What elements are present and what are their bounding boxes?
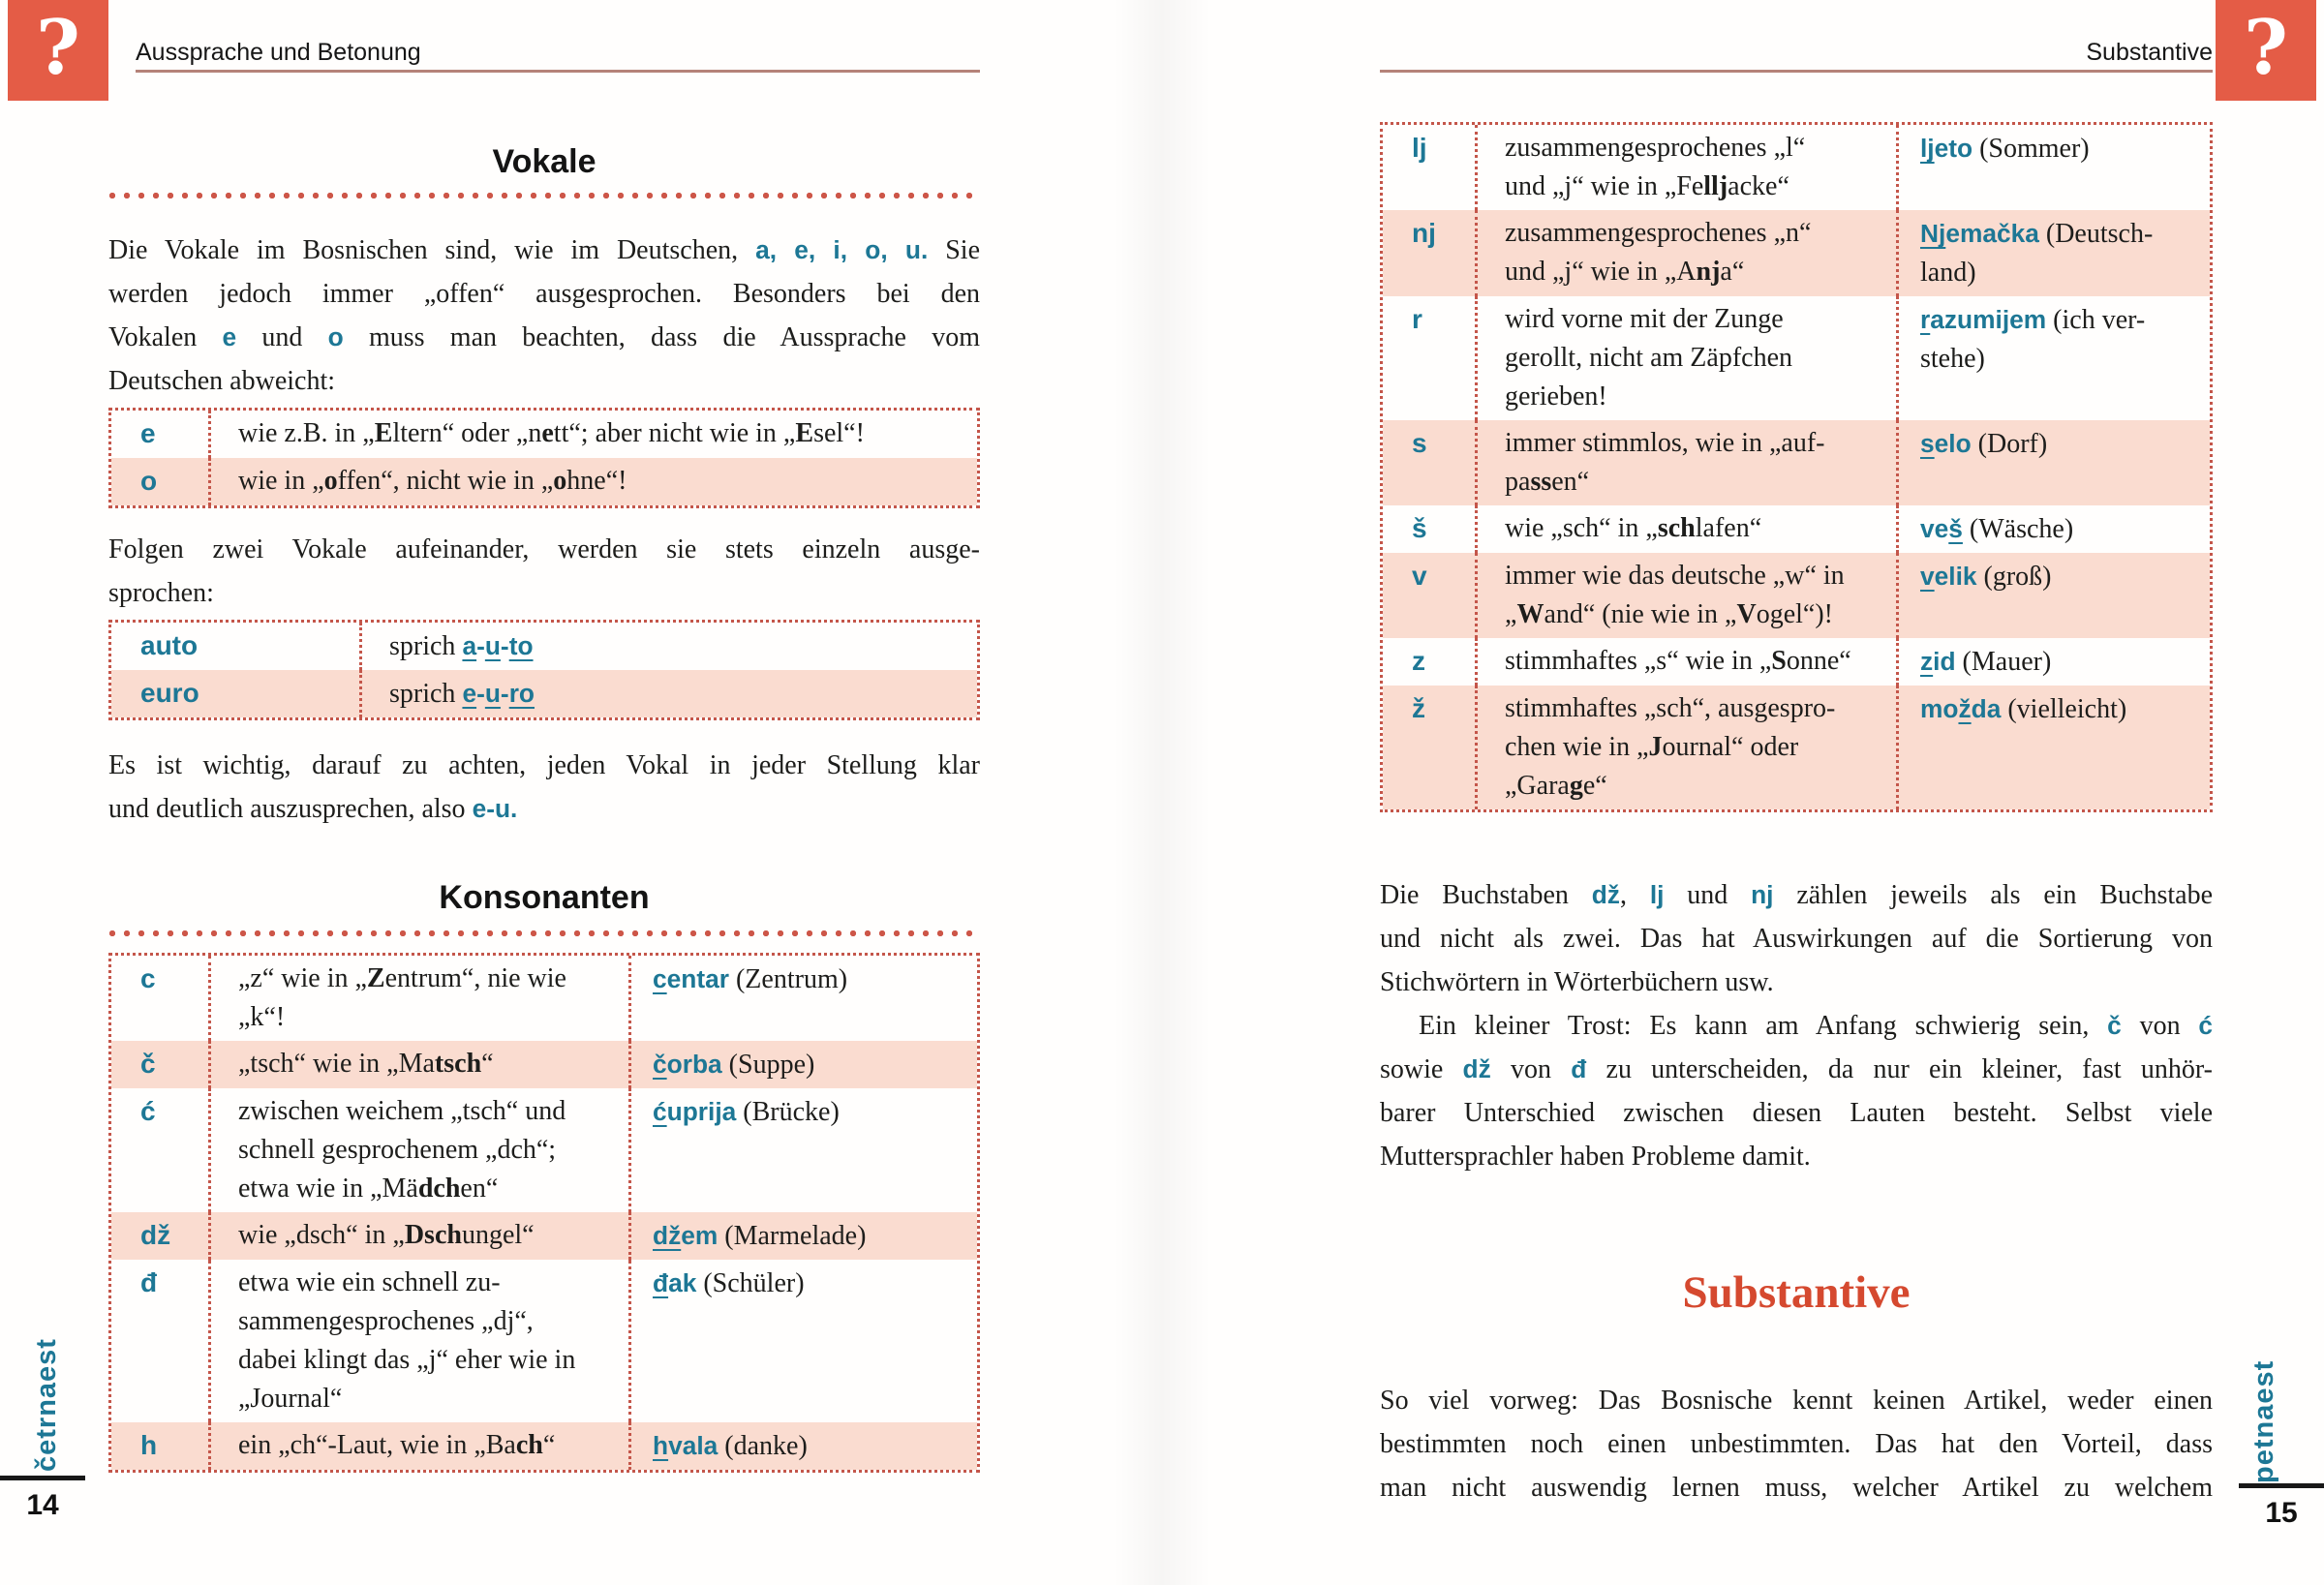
text-line: sprich e-u-ro bbox=[389, 679, 535, 709]
text-line: možda (vielleicht) bbox=[1920, 694, 2127, 724]
table-cell-description bbox=[208, 458, 977, 505]
table-row bbox=[1383, 553, 2210, 638]
text-line: Folgen zwei Vokale aufeinander, werden sie stets einzeln ausge- bbox=[108, 534, 980, 564]
table-cell-example bbox=[1896, 553, 2210, 638]
table-cell-example bbox=[628, 1260, 977, 1422]
table-row bbox=[111, 956, 977, 1041]
table-row bbox=[111, 411, 977, 458]
text-line: ljeto (Sommer) bbox=[1920, 134, 2090, 164]
text-line: Stichwörtern in Wörterbüchern usw. bbox=[1380, 967, 1774, 997]
text-line: Die Buchstaben dž, lj und nj zählen jeweils als ein Buchstabe bbox=[1380, 880, 2213, 910]
text-line: selo (Dorf) bbox=[1920, 429, 2048, 459]
table-cell-letter: e bbox=[140, 418, 156, 448]
text-line: wie z.B. in „Eltern“ oder „nett“; aber nicht wie in „Esel“! bbox=[238, 418, 865, 448]
text-line: razumijem (ich ver- bbox=[1920, 305, 2146, 335]
text-line: zusammengesprochenes „n“ bbox=[1505, 218, 1812, 248]
table-cell-description bbox=[359, 623, 977, 670]
table-cell-description bbox=[208, 411, 977, 458]
text-line: wird vorne mit der Zunge bbox=[1505, 304, 1784, 334]
text-line: wie „sch“ in „schlafen“ bbox=[1505, 513, 1762, 543]
table-cell-example bbox=[1896, 686, 2210, 809]
text-line: velik (groß) bbox=[1920, 562, 2052, 592]
table-cell-letter: v bbox=[1412, 561, 1427, 591]
text-line: Muttersprachler haben Probleme damit. bbox=[1380, 1142, 1811, 1172]
text-line: und nicht als zwei. Das hat Auswirkungen auf die Sortierung von bbox=[1380, 924, 2213, 954]
text-line: centar (Zentrum) bbox=[653, 964, 848, 994]
text-line: immer wie das deutsche „w“ in bbox=[1505, 561, 1845, 591]
paragraph-vowel-clarity bbox=[108, 744, 980, 831]
dotted-separator bbox=[108, 192, 980, 199]
text-line: stimmhaftes „s“ wie in „Sonne“ bbox=[1505, 646, 1851, 676]
running-header-left: Aussprache und Betonung bbox=[136, 39, 421, 66]
table-row bbox=[1383, 210, 2210, 296]
table-cell-letter: o bbox=[140, 466, 158, 496]
table-row bbox=[111, 1088, 977, 1212]
table-cell-letter: r bbox=[1412, 304, 1422, 334]
table-row bbox=[1383, 686, 2210, 809]
text-line: stimmhaftes „sch“, ausgespro- bbox=[1505, 693, 1836, 723]
text-line: gerieben! bbox=[1505, 381, 1607, 411]
text-line: und „j“ wie in „Felljacke“ bbox=[1505, 171, 1789, 201]
text-line: zwischen weichem „tsch“ und bbox=[238, 1096, 566, 1126]
table-cell-description bbox=[208, 1260, 628, 1422]
text-line: So viel vorweg: Das Bosnische kennt keinen Artikel, weder einen bbox=[1380, 1386, 2213, 1416]
table-cell-example bbox=[628, 956, 977, 1041]
text-line: „Garage“ bbox=[1505, 771, 1607, 801]
table-row bbox=[1383, 125, 2210, 210]
table-cell-example bbox=[628, 1212, 977, 1260]
table-row bbox=[111, 1212, 977, 1260]
table-cell-description bbox=[1475, 296, 1896, 420]
table-row bbox=[111, 458, 977, 505]
table-cell-example bbox=[1896, 420, 2210, 505]
text-line: und deutlich auszusprechen, also e-u. bbox=[108, 794, 518, 824]
page-number-bar-left bbox=[0, 1476, 85, 1480]
table-cell-letter: ć bbox=[140, 1096, 156, 1126]
table-cell-description bbox=[208, 956, 628, 1041]
paragraph-substantive-intro bbox=[1380, 1379, 2213, 1509]
table-cell-description bbox=[1475, 505, 1896, 553]
text-line: „Journal“ bbox=[238, 1384, 343, 1414]
text-line: etwa wie in „Mädchen“ bbox=[238, 1174, 499, 1204]
paragraph-digraphs bbox=[1380, 873, 2213, 1178]
text-line: Vokalen e und o muss man beachten, dass die Aussprache vom bbox=[108, 322, 980, 352]
text-line: Deutschen abweicht: bbox=[108, 366, 336, 396]
text-line: Die Vokale im Bosnischen sind, wie im Deutschen, a, e, i, o, u. Sie bbox=[108, 235, 981, 265]
vowel-pronunciation-table bbox=[108, 408, 980, 508]
vowel-example-table bbox=[108, 620, 980, 720]
text-line: wie „dsch“ in „Dschungel“ bbox=[238, 1220, 535, 1250]
text-line: werden jedoch immer „offen“ ausgesprochen. Besonders bei den bbox=[108, 279, 980, 309]
table-cell-description bbox=[208, 1212, 628, 1260]
table-cell-description bbox=[1475, 686, 1896, 809]
table-cell-example bbox=[1896, 125, 2210, 210]
table-cell-letter: s bbox=[1412, 428, 1427, 458]
text-line: Es ist wichtig, darauf zu achten, jeden Vokal in jeder Stellung klar bbox=[108, 750, 980, 780]
text-line: etwa wie ein schnell zu- bbox=[238, 1267, 501, 1297]
table-cell-letter: š bbox=[1412, 513, 1427, 543]
table-cell-example bbox=[1896, 210, 2210, 296]
text-line: zusammengesprochenes „l“ bbox=[1505, 133, 1806, 163]
table-cell-letter: dž bbox=[140, 1220, 171, 1250]
question-mark-icon bbox=[8, 0, 108, 101]
table-row bbox=[1383, 420, 2210, 505]
text-line: wie in „offen“, nicht wie in „ohne“! bbox=[238, 466, 627, 496]
question-mark-icon bbox=[2216, 0, 2316, 101]
text-line: stehe) bbox=[1920, 344, 1985, 374]
table-cell-description bbox=[1475, 638, 1896, 686]
text-line: sammengesprochenes „dj“, bbox=[238, 1306, 534, 1336]
text-line: „Wand“ (nie wie in „Vogel“)! bbox=[1505, 599, 1833, 629]
table-cell-letter: euro bbox=[140, 678, 199, 708]
table-row bbox=[1383, 296, 2210, 420]
page-number-left: 14 bbox=[26, 1489, 59, 1521]
text-line: immer stimmlos, wie in „auf- bbox=[1505, 428, 1825, 458]
text-line: land) bbox=[1920, 258, 1976, 288]
text-line: gerollt, nicht am Zäpfchen bbox=[1505, 343, 1792, 373]
table-row bbox=[111, 1041, 977, 1088]
text-line: dabei klingt das „j“ eher wie in bbox=[238, 1345, 576, 1375]
margin-word-right: petnaest bbox=[2248, 1359, 2279, 1483]
section-title-konsonanten: Konsonanten bbox=[439, 879, 650, 916]
text-line: džem (Marmelade) bbox=[653, 1221, 867, 1251]
margin-word-left: četrnaest bbox=[31, 1338, 62, 1472]
table-cell-letter: nj bbox=[1412, 218, 1436, 248]
table-cell-description bbox=[1475, 210, 1896, 296]
table-cell-description bbox=[1475, 420, 1896, 505]
table-cell-example bbox=[1896, 505, 2210, 553]
table-cell-letter: z bbox=[1412, 646, 1425, 676]
text-line: passen“ bbox=[1505, 467, 1590, 497]
table-row bbox=[111, 670, 977, 717]
text-line: „k“! bbox=[238, 1002, 286, 1032]
table-cell-example bbox=[1896, 296, 2210, 420]
running-header-right: Substantive bbox=[2086, 39, 2213, 66]
table-cell-letter: đ bbox=[140, 1267, 158, 1297]
section-title-vokale: Vokale bbox=[492, 143, 596, 180]
text-line: Ein kleiner Trost: Es kann am Anfang schwierig sein, č von ć bbox=[1419, 1011, 2213, 1041]
text-line: ćuprija (Brücke) bbox=[653, 1097, 840, 1127]
page-number-bar-right bbox=[2239, 1483, 2324, 1488]
text-line: schnell gesprochenem „dch“; bbox=[238, 1135, 557, 1165]
text-line: zid (Mauer) bbox=[1920, 647, 2052, 677]
table-row bbox=[1383, 638, 2210, 686]
question-mark-glyph: ? bbox=[36, 4, 80, 92]
text-line: čorba (Suppe) bbox=[653, 1050, 815, 1080]
text-line: chen wie in „Journal“ oder bbox=[1505, 732, 1799, 762]
text-line: sprich a-u-to bbox=[389, 631, 534, 661]
page-number-right: 15 bbox=[2265, 1497, 2298, 1529]
consonant-table-right bbox=[1380, 122, 2213, 812]
table-cell-description bbox=[208, 1422, 628, 1470]
table-row bbox=[1383, 505, 2210, 553]
text-line: veš (Wäsche) bbox=[1920, 514, 2074, 544]
header-rule-right bbox=[1380, 70, 2213, 73]
table-cell-letter: c bbox=[140, 963, 156, 993]
text-line: đak (Schüler) bbox=[653, 1268, 805, 1298]
table-cell-description bbox=[208, 1041, 628, 1088]
table-cell-letter: č bbox=[140, 1049, 156, 1079]
table-cell-letter: lj bbox=[1412, 133, 1427, 163]
header-rule-left bbox=[136, 70, 980, 73]
table-cell-example bbox=[628, 1422, 977, 1470]
table-row bbox=[111, 1422, 977, 1470]
paragraph-vowels-intro bbox=[108, 229, 980, 403]
table-cell-letter: auto bbox=[140, 630, 199, 660]
question-mark-glyph: ? bbox=[2244, 4, 2288, 92]
table-row bbox=[111, 1260, 977, 1422]
page-gutter bbox=[1114, 0, 1210, 1585]
text-line: und „j“ wie in „Anja“ bbox=[1505, 257, 1745, 287]
table-row bbox=[111, 623, 977, 670]
table-cell-description bbox=[1475, 553, 1896, 638]
text-line: sprochen: bbox=[108, 578, 214, 608]
text-line: ein „ch“-Laut, wie in „Bach“ bbox=[238, 1430, 556, 1460]
text-line: bestimmten noch einen unbestimmten. Das hat den Vorteil, dass bbox=[1380, 1429, 2213, 1459]
table-cell-description bbox=[208, 1088, 628, 1212]
paragraph-two-vowels bbox=[108, 528, 980, 615]
table-cell-letter: h bbox=[140, 1430, 158, 1460]
table-cell-description bbox=[359, 670, 977, 717]
text-line: Njemačka (Deutsch- bbox=[1920, 219, 2154, 249]
table-cell-letter: ž bbox=[1412, 693, 1425, 723]
table-cell-example bbox=[1896, 638, 2210, 686]
text-line: „z“ wie in „Zentrum“, nie wie bbox=[238, 963, 566, 993]
table-cell-example bbox=[628, 1041, 977, 1088]
text-line: barer Unterschied zwischen diesen Lauten besteht. Selbst viele bbox=[1380, 1098, 2213, 1128]
dotted-separator bbox=[108, 930, 980, 937]
text-line: hvala (danke) bbox=[653, 1431, 808, 1461]
text-line: sowie dž von đ zu unterscheiden, da nur ein kleiner, fast unhör- bbox=[1380, 1054, 2214, 1084]
text-line: man nicht auswendig lernen muss, welcher Artikel zu welchem bbox=[1380, 1473, 2213, 1503]
table-cell-description bbox=[1475, 125, 1896, 210]
table-cell-example bbox=[628, 1088, 977, 1212]
text-line: „tsch“ wie in „Matsch“ bbox=[238, 1049, 494, 1079]
chapter-title-substantive: Substantive bbox=[1682, 1267, 1911, 1318]
consonant-table-left bbox=[108, 953, 980, 1473]
